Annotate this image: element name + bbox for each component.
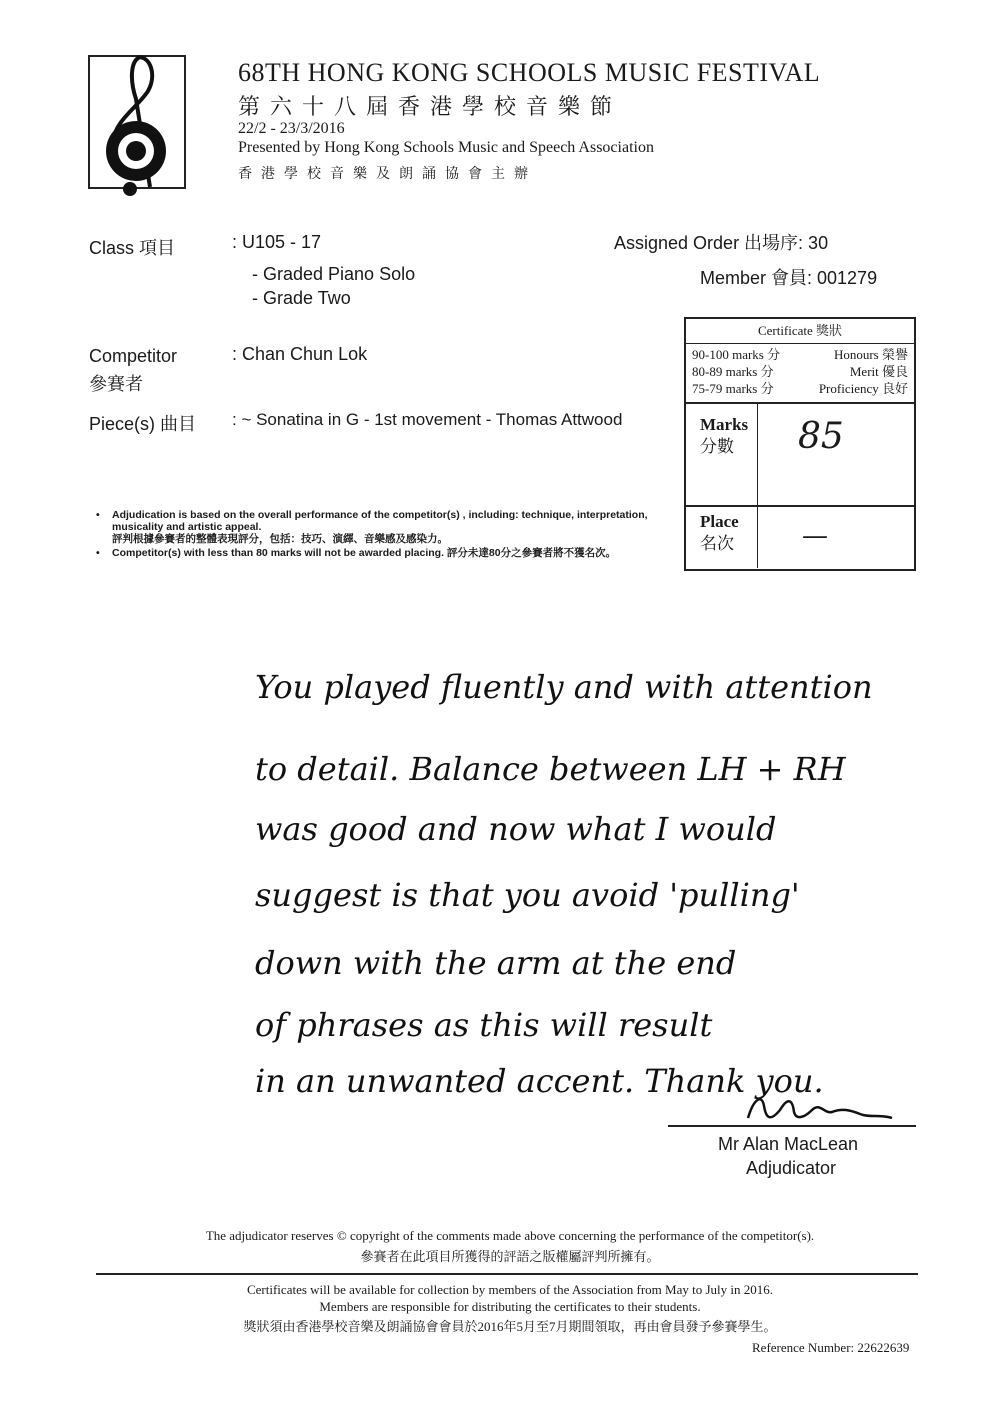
grade-award: Proficiency 良好 [818, 381, 908, 396]
place-value: — [802, 521, 828, 551]
comment-line: suggest is that you avoid 'pulling' [255, 876, 800, 914]
assigned-order: Assigned Order 出場序: 30 [614, 233, 829, 253]
grade-range: 90-100 marks 分 [692, 347, 781, 362]
footer-divider [96, 1273, 918, 1275]
adjudication-notes [96, 509, 666, 561]
presented-by-zh: 香港學校音樂及朗誦協會主辦 [238, 167, 537, 182]
class-line-2: - Grade Two [252, 288, 351, 308]
comment-line: of phrases as this will result [255, 1006, 713, 1044]
class-line-1: - Graded Piano Solo [252, 264, 416, 284]
festival-dates: 22/2 - 23/3/2016 [238, 120, 345, 137]
competitor-label: Competitor [89, 346, 178, 366]
grade-award: Honours 榮譽 [833, 347, 908, 362]
competitor-name: : Chan Chun Lok [232, 344, 368, 364]
place-value-cell [758, 507, 914, 568]
marks-value: 85 [798, 416, 844, 457]
comment-line: in an unwanted accent. Thank you. [255, 1062, 824, 1100]
marks-label-zh: 分數 [700, 437, 734, 456]
comment-line: You played fluently and with attention [255, 668, 873, 706]
copyright-notice: The adjudicator reserves © copyright of the comments made above concerning the performance of the competitor(s). [205, 1228, 815, 1243]
place-label-zh: 名次 [700, 534, 734, 553]
marks-label-cell [686, 404, 758, 505]
presented-by: Presented by Hong Kong Schools Music and Speech Association [238, 139, 654, 156]
signature-line [668, 1125, 916, 1127]
pieces-label: Piece(s) 曲目 [89, 414, 197, 434]
place-label: Place [700, 512, 739, 531]
festival-title: 68TH HONG KONG SCHOOLS MUSIC FESTIVAL [238, 58, 821, 87]
adjudicator-title: Adjudicator [746, 1158, 837, 1178]
note-item: • Competitor(s) with less than 80 marks will not be awarded placing. 評分未達80分之參賽者將不獲名次。 [96, 547, 666, 559]
note-item [96, 509, 666, 545]
grade-row [692, 380, 908, 397]
certificate-grades [686, 344, 914, 404]
certificate-note-zh: 獎狀須由香港學校音樂及朗誦協會會員於2016年5月至7月期間領取，再由會員發予參賽學生。 [243, 1319, 777, 1334]
grade-award: Merit 優良 [849, 364, 908, 379]
grade-row [692, 346, 908, 363]
marks-section [686, 404, 914, 507]
festival-title-zh: 第六十八屆香港學校音樂節 [238, 94, 623, 119]
certificate-header: Certificate 獎狀 [686, 319, 914, 344]
note-text: • Adjudication is based on the overall performance of the competitor(s) , including: technique, interpretation, musicality and artistic appeal. [112, 509, 648, 533]
class-label: Class 項目 [89, 238, 176, 258]
grade-range: 80-89 marks 分 [692, 364, 774, 379]
festival-logo [88, 55, 186, 189]
certificate-box [684, 317, 916, 571]
adjudicator-name: Mr Alan MacLean [718, 1134, 859, 1154]
treble-clef-icon [90, 47, 184, 197]
copyright-notice-zh: 參賽者在此項目所獲得的評語之版權屬評判所擁有。 [360, 1249, 660, 1264]
class-code: : U105 - 17 [232, 232, 322, 252]
note-text-zh: 評判根據參賽者的整體表現評分，包括：技巧、演繹、音樂感及感染力。 [112, 533, 448, 545]
pieces-value: : ~ Sonatina in G - 1st movement - Thomas Attwood [232, 410, 623, 429]
comment-line: to detail. Balance between LH + RH [255, 750, 846, 788]
grade-range: 75-79 marks 分 [692, 381, 774, 396]
adjudicator-signature [740, 1088, 900, 1128]
comment-line: was good and now what I would [255, 810, 777, 848]
comment-line: down with the arm at the end [255, 944, 737, 982]
place-label-cell [686, 507, 758, 568]
marks-label: Marks [700, 415, 749, 434]
member-number: Member 會員: 001279 [700, 268, 878, 288]
marks-value-cell [758, 404, 914, 505]
place-section [686, 507, 914, 568]
certificate-collection-note: Certificates will be available for collection by members of the Association from May to July in 2016. [246, 1282, 773, 1297]
competitor-label-zh: 參賽者 [89, 374, 143, 394]
certificate-distribution-note: Members are responsible for distributing the certificates to their students. [319, 1299, 701, 1314]
grade-row [692, 363, 908, 380]
reference-number: Reference Number: 22622639 [752, 1340, 910, 1355]
